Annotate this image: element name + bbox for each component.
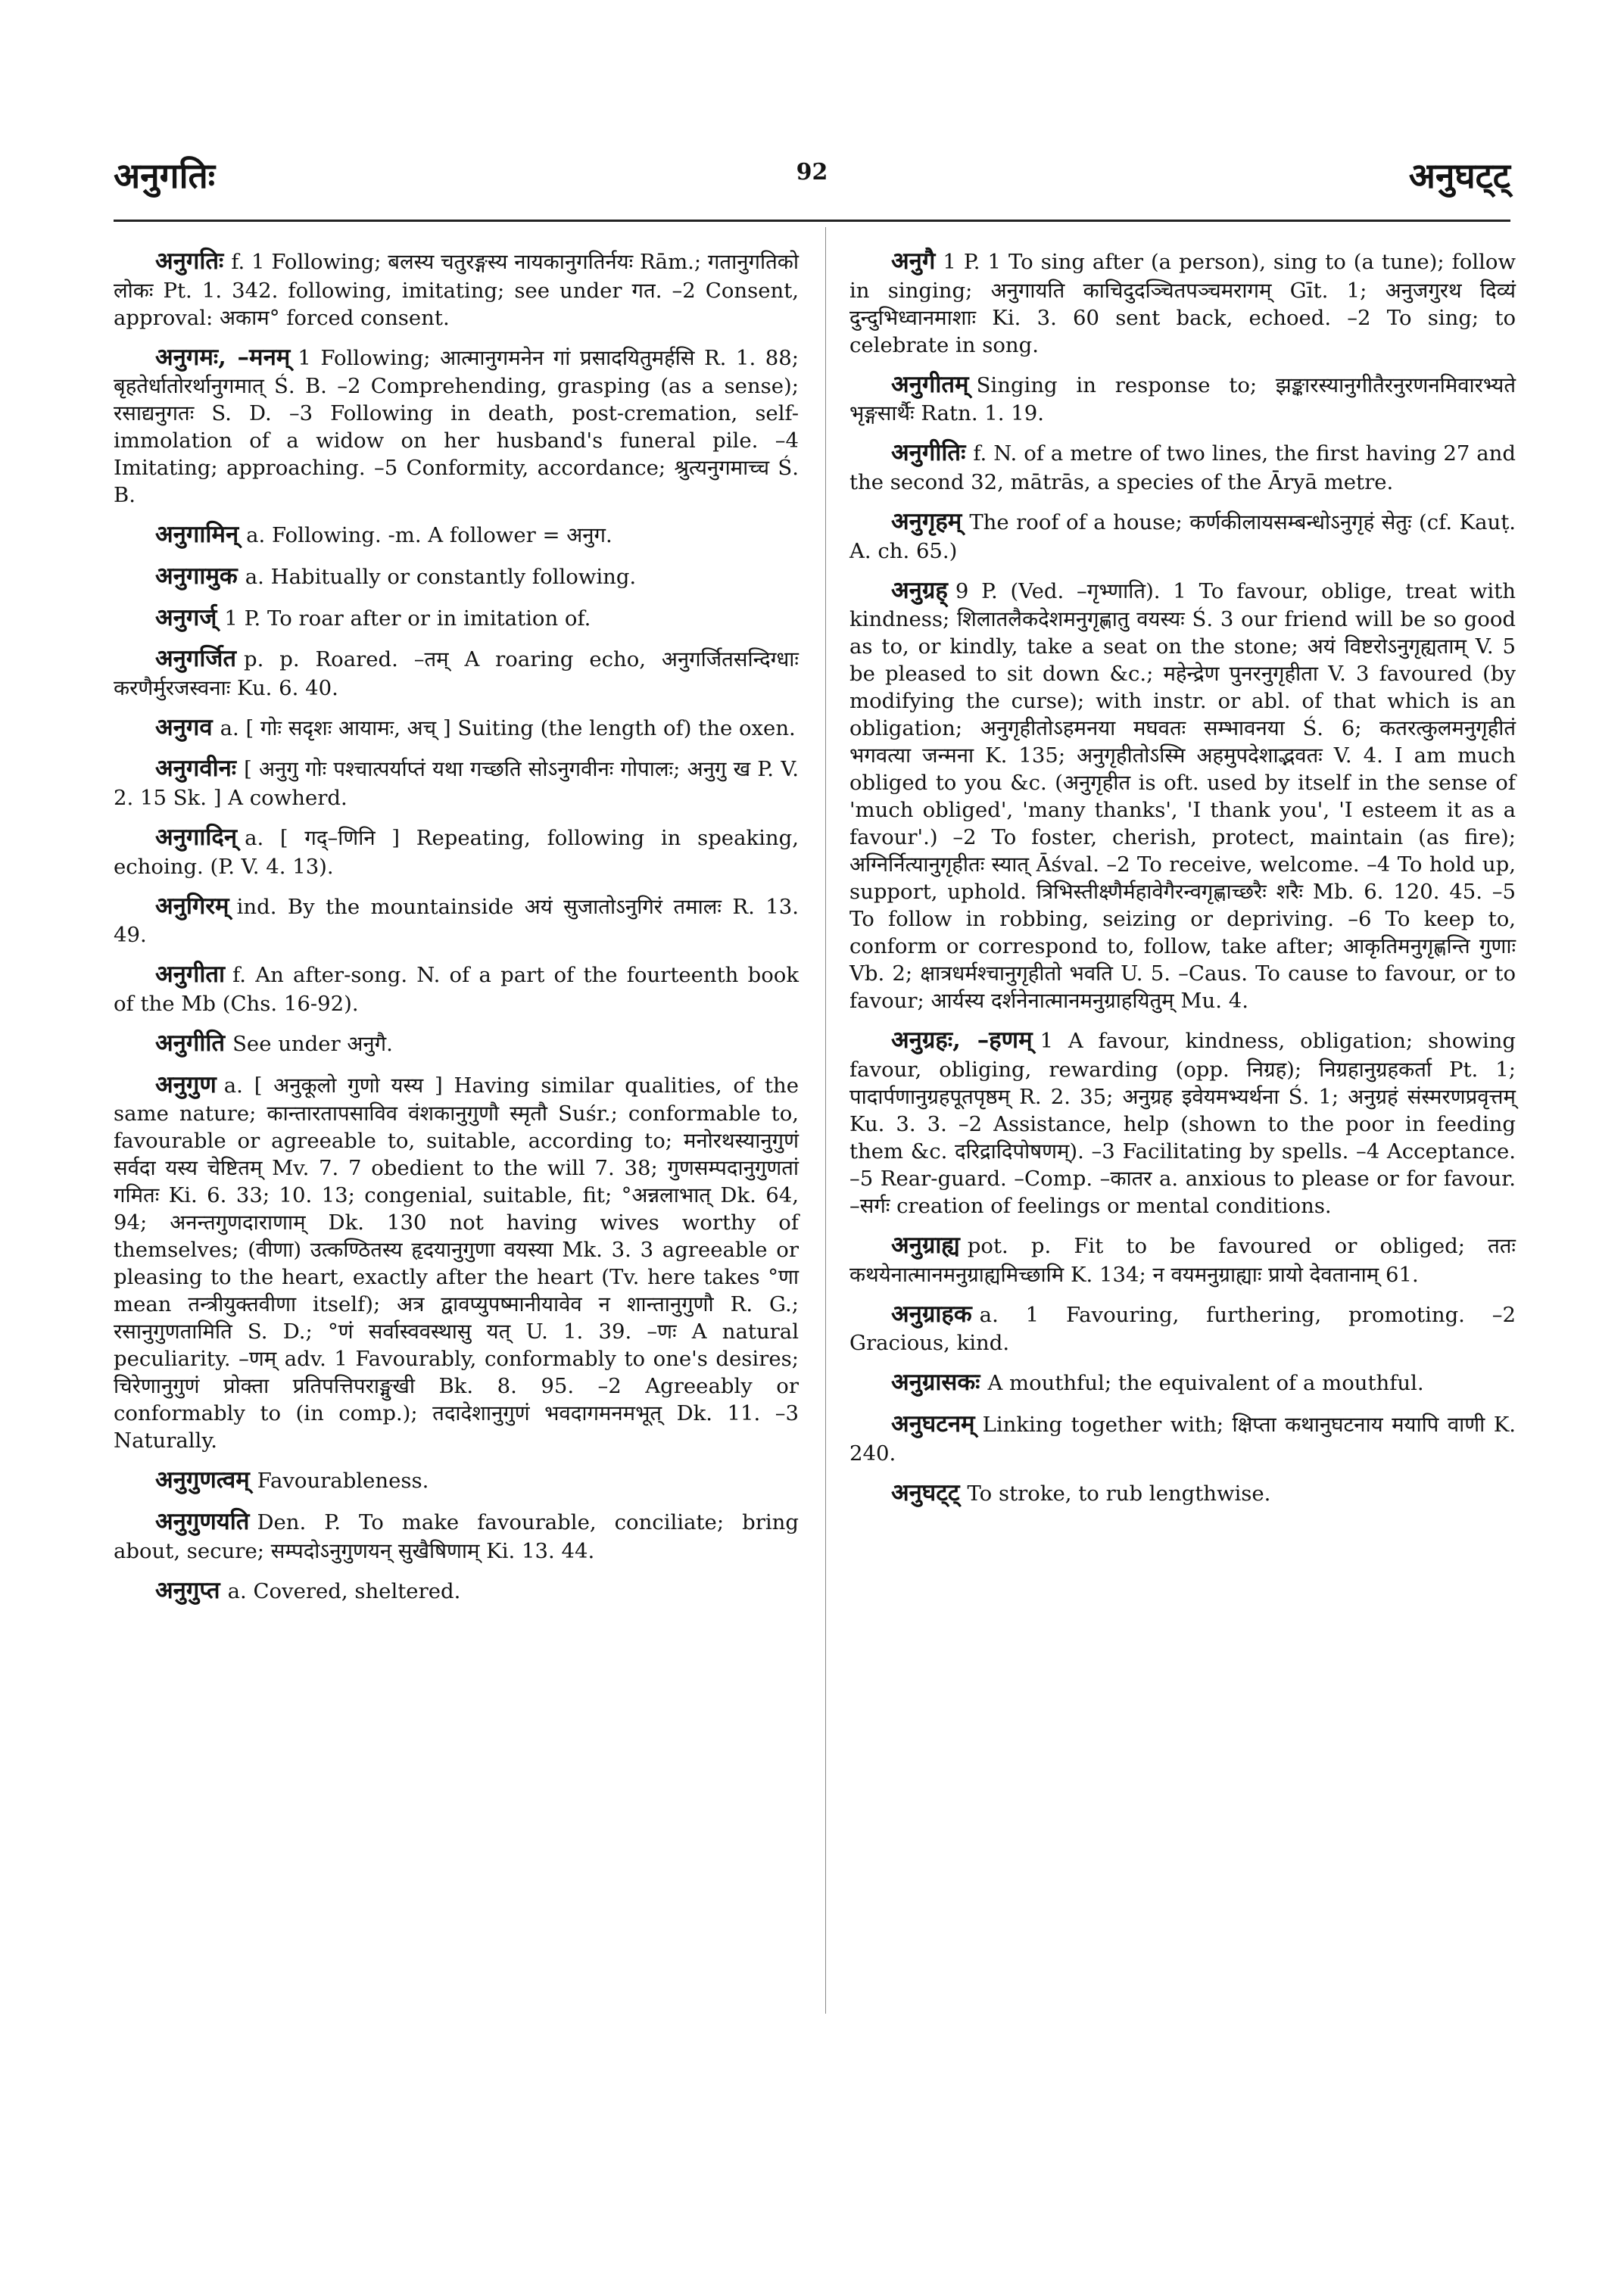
entry-headword: अनुगव: [155, 713, 213, 741]
entry-definition: ind. By the mountainside अयं सुजातोऽनुगिरं तमालः R. 13. 49.: [114, 894, 799, 948]
entry-headword: अनुगिरम्: [155, 892, 229, 920]
column-divider: [825, 227, 826, 2014]
dictionary-entry: [114, 822, 799, 880]
page-header: [114, 151, 1510, 212]
entry-definition: a. Habitually or constantly following.: [245, 564, 637, 589]
dictionary-entry: [114, 246, 799, 332]
entry-definition: Favourableness.: [257, 1469, 429, 1494]
entry-definition: A mouthful; the equivalent of a mouthful.: [987, 1371, 1424, 1396]
page-number: 92: [796, 159, 828, 185]
dictionary-entry: [849, 1367, 1516, 1398]
header-left-guideword: अनुगतिः: [114, 155, 215, 196]
dictionary-entry: [849, 246, 1516, 359]
entry-definition: a. [ गद्–णिनि ] Repeating, following in speaking, echoing. (P. V. 4. 13).: [114, 826, 799, 879]
dictionary-entry: [849, 1299, 1516, 1357]
entry-headword: अनुगामुक: [155, 562, 238, 590]
entry-headword: अनुगुण: [155, 1070, 217, 1098]
entry-definition: The roof of a house; कर्णकीलायसम्बन्धोऽनुगृहं सेतुः (cf. Kauṭ. A. ch. 65.): [849, 509, 1516, 563]
entry-headword: अनुगै: [891, 248, 936, 275]
entry-definition: [ अनुगु गोः पश्चात्पर्याप्तं यथा गच्छति सोऽनुगवीनः गोपालः; अनुगु ख P. V. 2. 15 Sk. ] A cowherd.: [114, 757, 799, 810]
dictionary-entry: [114, 1465, 799, 1496]
entry-definition: a. Following. -m. A follower = अनुग.: [246, 523, 613, 548]
left-column: [114, 246, 799, 1616]
entry-definition: a. 1 Favouring, furthering, promoting. –2 Gracious, kind.: [849, 1302, 1516, 1356]
entry-headword: अनुगतिः: [155, 248, 224, 275]
entry-definition: a. [ अनुकूलो गुणो यस्य ] Having similar qualities, of the same nature; कान्तारतापसाविव वंशकानुगुणौ स्मृतौ Suśr.; conformable to, favourable or agreeable to, suitable, according to; मनोरथस्यानुगुणं सर्वदा यस्य चेष्टितम् Mv. 7. 7 obedient to the will 7. 38; गुणसम्पदानुगुणतां गमितः Ki. 6. 33; 10. 13; congenial, suitable, fit; °अन्नलाभात् Dk. 64, 94; अनन्तगुणदाराणाम् Dk. 130 not having wives worthy of themselves; (वीणा) उत्कण्ठितस्य हृदयानुगुणा वयस्या Mk. 3. 3 agreeable or pleasing to the heart, exactly after the heart (Tv. here takes °णा mean तन्त्रीयुक्तवीणा itself); अत्र द्वावप्युपष्मानीयावेव न शान्तानुगुणौ R. G.; रसानुगुणतामिति S. D.; °णं सर्वास्ववस्थासु यत् U. 1. 39. –णः A natural peculiarity. –णम् adv. 1 Favourably, conformably to one's desires; चिरेणानुगुणं प्रोक्ता प्रतिपत्तिपराङ्मुखी Bk. 8. 95. –2 Agreeably or conformably to (in comp.); तदादेशानुगुणं भवदागमनमभूत् Dk. 11. –3 Naturally.: [114, 1073, 799, 1453]
dictionary-entry: [114, 342, 799, 509]
entry-headword: अनुगुप्त: [155, 1576, 220, 1604]
entry-headword: अनुगुणत्वम्: [155, 1466, 250, 1494]
entry-definition: f. N. of a metre of two lines, the first having 27 and the second 32, mātrās, a species of the Āryā metre.: [849, 441, 1516, 494]
dictionary-entry: [114, 1070, 799, 1455]
entry-definition: See under अनुगै.: [232, 1031, 393, 1056]
dictionary-entry: [114, 712, 799, 743]
entry-definition: To stroke, to rub lengthwise.: [967, 1481, 1271, 1506]
entry-headword: अनुग्रहः, –हणम्: [891, 1027, 1033, 1055]
entry-headword: अनुगृहम्: [891, 507, 962, 535]
dictionary-entry: [849, 1409, 1516, 1467]
entry-definition: Singing in response to; झङ्कारस्यानुगीतैरनुरणनमिवारभ्यते भृङ्गसार्थैः Ratn. 1. 19.: [849, 372, 1516, 426]
entry-headword: अनुगर्जित: [155, 645, 237, 673]
entry-headword: अनुग्रह्: [891, 576, 948, 604]
entry-headword: अनुघट्ट्: [891, 1478, 960, 1506]
entry-definition: 1 P. To roar after or in imitation of.: [224, 606, 591, 631]
dictionary-entry: [849, 1025, 1516, 1220]
dictionary-entry: [114, 1575, 799, 1606]
entry-headword: अनुग्राह्य: [891, 1232, 960, 1260]
dictionary-entry: [114, 959, 799, 1017]
entry-headword: अनुगवीनः: [155, 755, 237, 783]
entry-definition: f. 1 Following; बलस्य चतुरङ्गस्य नायकानुगतिर्नयः Rām.; गतानुगतिको लोकः Pt. 1. 342. following, imitating; see under गत. –2 Consent, approval: अकाम° forced consent.: [114, 250, 799, 330]
header-rule: [114, 220, 1510, 222]
entry-definition: p. p. Roared. –तम् A roaring echo, अनुगर्जितसन्दिग्धाः करणैर्मुरजस्वनाः Ku. 6. 40.: [114, 647, 799, 700]
header-right-guideword: अनुघट्ट्: [1408, 155, 1510, 196]
entry-definition: Linking together with; क्षिप्ता कथानुघटनाय मयापि वाणी K. 240.: [849, 1412, 1516, 1466]
entry-definition: Den. P. To make favourable, conciliate; bring about, secure; सम्पदोऽनुगुणयन् सुखैषिणाम् Ki. 13. 44.: [114, 1509, 799, 1563]
entry-definition: pot. p. Fit to be favoured or obliged; ततः कथयेनात्मानमनुग्राह्यमिच्छामि K. 134; न वयमनुग्राह्याः प्रायो देवतानाम् 61.: [849, 1234, 1516, 1287]
entry-headword: अनुगादिन्: [155, 824, 238, 852]
entry-headword: अनुगीति: [155, 1029, 226, 1057]
entry-headword: अनुग्राहक: [891, 1300, 972, 1328]
entry-headword: अनुगर्ज्: [155, 603, 217, 631]
dictionary-entry: [849, 1478, 1516, 1509]
entry-headword: अनुगमः, –मनम्: [155, 343, 291, 371]
dictionary-entry: [849, 506, 1516, 565]
entry-definition: 1 Following; आत्मानुगमनेन गां प्रसादयितुमर्हसि R. 1. 88; बृहतेर्धातोरर्थानुगमात् Ś. B. –2 Comprehending, grasping (as a sense); रसाद्यनुगतः S. D. –3 Following in death, post-cremation, self-immolation of a widow on her husband's funeral pile. –4 Imitating; approaching. –5 Conformity, accordance; श्रुत्यनुगमाच्च Ś. B.: [114, 345, 800, 508]
dictionary-entry: [114, 519, 799, 550]
entry-headword: अनुगीतम्: [891, 370, 969, 398]
dictionary-entry: [114, 1506, 799, 1565]
dictionary-entry: [114, 561, 799, 592]
dictionary-entry: [114, 753, 799, 812]
dictionary-entry: [114, 891, 799, 949]
dictionary-entry: [114, 643, 799, 702]
entry-definition: a. [ गोः सदृशः आयामः, अच् ] Suiting (the length of) the oxen.: [220, 715, 796, 740]
entry-headword: अनुगीता: [155, 961, 226, 989]
entry-definition: 1 A favour, kindness, obligation; showing favour, obliging, rewarding (opp. निग्रह); निग्रहानुग्रहकर्ता Pt. 1; पादार्पणानुग्रहपूतपृष्ठम् R. 2. 35; अनुग्रह इवेयमभ्यर्थना Ś. 1; अनुग्रहं संस्मरणप्रवृत्तम् Ku. 3. 3. –2 Assistance, help (shown to the poor in feeding them &c. दरिद्रादिपोषणम्). –3 Facilitating by spells. –4 Acceptance. –5 Rear-guard. –Comp. –कातर a. anxious to please or for favour. –सर्गः creation of feelings or mental conditions.: [849, 1029, 1516, 1219]
right-column: [849, 246, 1516, 1519]
dictionary-entry: [849, 369, 1516, 428]
dictionary-entry: [849, 438, 1516, 496]
entry-definition: a. Covered, sheltered.: [227, 1578, 461, 1603]
dictionary-entry: [849, 1230, 1516, 1288]
entry-definition: 9 P. (Ved. –गृभ्णाति). 1 To favour, oblige, treat with kindness; शिलातलैकदेशमनुगृह्णातु वयस्यः Ś. 3 our friend will be so good as to, or kindly, take a seat on the stone; अयं विष्टरोऽनुगृह्यताम् V. 5 be pleased to sit down &c.; महेन्द्रेण पुनरनुगृहीता V. 3 favoured (by modifying the curse); with instr. or abl. of that which is an obligation; अनुगृहीतोऽहमनया मघवतः सम्भावनया Ś. 6; कतरत्कुलमनुगृहीतं भगवत्या जन्मना K. 135; अनुगृहीतोऽस्मि अहमुपदेशाद्भवतः V. 4. I am much obliged to you &c. (अनुगृहीत is oft. used by itself in the sense of 'much obliged', 'many thanks', 'I thank you', 'I esteem it as a favour'.) –2 To foster, cherish, protect, maintain (as fire); अग्निर्नित्यानुगृहीतः स्यात् Āśval. –2 To receive, welcome. –4 To hold up, support, uphold. त्रिभिस्तीक्ष्णैर्महावेगैरन्वगृह्णाच्छरैः शरैः Mb. 6. 120. 45. –5 To follow in robbing, seizing or depriving. –6 To keep to, conform or correspond to, follow, take after; आकृतिमनुगृह्णन्ति गुणाः Vb. 2; क्षात्रधर्मश्चानुगृहीतो भवति U. 5. –Caus. To cause to favour, or to favour; आर्यस्य दर्शनेनात्मानमनुग्राहयितुम् Mu. 4.: [849, 578, 1516, 1014]
dictionary-entry: [114, 1028, 799, 1059]
entry-definition: 1 P. 1 To sing after (a person), sing to (a tune); follow in singing; अनुगायति काचिदुदञ्चितपञ्चमरागम् Gīt. 1; अनुजगुरथ दिव्यं दुन्दुभिध्वानमाशाः Ki. 3. 60 sent back, echoed. –2 To sing; to celebrate in song.: [849, 250, 1516, 357]
entry-headword: अनुगीतिः: [891, 439, 966, 467]
entry-headword: अनुघटनम्: [891, 1410, 975, 1438]
dictionary-entry: [849, 575, 1516, 1015]
dictionary-entry: [114, 603, 799, 634]
entry-definition: f. An after-song. N. of a part of the fourteenth book of the Mb (Chs. 16-92).: [114, 963, 799, 1016]
entry-headword: अनुगामिन्: [155, 521, 239, 549]
entry-headword: अनुग्रासकः: [891, 1369, 980, 1397]
entry-headword: अनुगुणयति: [155, 1507, 250, 1535]
